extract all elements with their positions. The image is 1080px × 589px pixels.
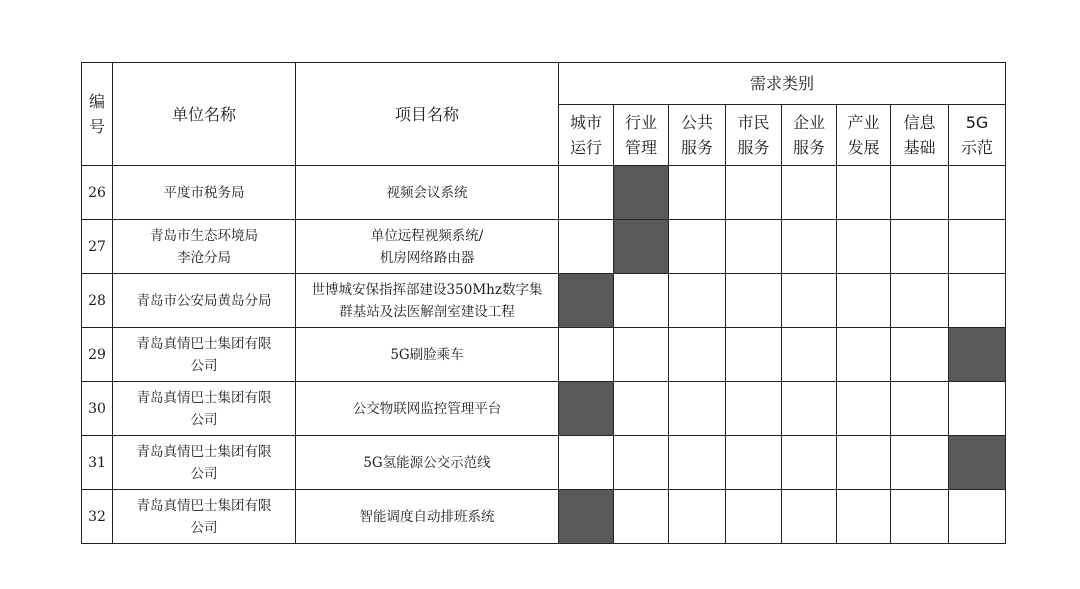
category-label-line2: 管理 bbox=[624, 138, 657, 157]
demand-category-header: 需求类别 bbox=[559, 63, 1006, 105]
category-cell bbox=[782, 166, 837, 220]
category-cell bbox=[949, 220, 1006, 274]
project-name-cell-line: 公交物联网监控管理平台 bbox=[352, 400, 502, 417]
category-cell bbox=[891, 382, 949, 436]
category-cell bbox=[949, 274, 1006, 328]
project-name-cell-line: 5G刷脸乘车 bbox=[390, 346, 464, 363]
project-name-cell-line: 群基站及法医解剖室建设工程 bbox=[339, 303, 515, 320]
category-header-5 bbox=[837, 105, 891, 166]
category-cell-marked bbox=[949, 436, 1006, 490]
row-number: 26 bbox=[82, 166, 113, 220]
row-number: 31 bbox=[82, 436, 113, 490]
project-name-cell bbox=[296, 166, 559, 220]
category-cell-marked bbox=[614, 220, 669, 274]
category-cell bbox=[891, 490, 949, 544]
project-name-cell-line: 机房网络路由器 bbox=[379, 249, 475, 266]
category-header-4 bbox=[782, 105, 837, 166]
category-header-2 bbox=[669, 105, 726, 166]
row-number: 27 bbox=[82, 220, 113, 274]
unit-name-cell-line: 公司 bbox=[190, 465, 218, 482]
category-cell bbox=[614, 274, 669, 328]
table-row bbox=[82, 436, 1006, 490]
number-header-char2: 号 bbox=[88, 117, 105, 136]
category-header-0 bbox=[559, 105, 614, 166]
category-cell bbox=[782, 220, 837, 274]
category-cell-marked bbox=[559, 382, 614, 436]
unit-name-cell bbox=[113, 328, 296, 382]
category-label-line2: 基础 bbox=[903, 138, 936, 157]
category-cell bbox=[669, 436, 726, 490]
category-cell bbox=[837, 220, 891, 274]
category-cell bbox=[726, 328, 782, 382]
unit-name-cell-line: 公司 bbox=[190, 519, 218, 536]
category-cell bbox=[837, 382, 891, 436]
unit-name-cell-line: 青岛市公安局黄岛分局 bbox=[136, 292, 272, 309]
category-cell bbox=[559, 220, 614, 274]
demand-category-table bbox=[81, 62, 1006, 544]
unit-name-cell bbox=[113, 436, 296, 490]
category-label-line1: 信息 bbox=[903, 113, 936, 132]
category-cell bbox=[669, 328, 726, 382]
category-cell bbox=[726, 490, 782, 544]
number-header-char1: 编 bbox=[88, 92, 105, 111]
category-cell bbox=[837, 274, 891, 328]
row-number: 30 bbox=[82, 382, 113, 436]
category-cell-marked bbox=[614, 166, 669, 220]
category-cell-marked bbox=[559, 274, 614, 328]
category-cell bbox=[891, 328, 949, 382]
unit-name-header: 单位名称 bbox=[113, 63, 296, 166]
table-row bbox=[82, 382, 1006, 436]
table-row bbox=[82, 166, 1006, 220]
category-label-line1: 城市 bbox=[569, 113, 602, 132]
project-name-cell-line: 视频会议系统 bbox=[386, 184, 468, 201]
number-header bbox=[82, 63, 113, 166]
project-name-cell bbox=[296, 490, 559, 544]
category-cell bbox=[614, 490, 669, 544]
category-cell bbox=[726, 436, 782, 490]
category-header-1 bbox=[614, 105, 669, 166]
category-cell bbox=[837, 490, 891, 544]
unit-name-cell-line: 青岛真情巴士集团有限 bbox=[136, 335, 272, 352]
category-cell bbox=[614, 382, 669, 436]
unit-name-cell-line: 青岛真情巴士集团有限 bbox=[136, 497, 272, 514]
unit-name-cell-line: 平度市税务局 bbox=[163, 184, 245, 201]
category-label-line2: 运行 bbox=[569, 138, 602, 157]
category-cell bbox=[782, 274, 837, 328]
category-label-line2: 服务 bbox=[792, 138, 825, 157]
unit-name-cell-line: 公司 bbox=[190, 357, 218, 374]
category-cell bbox=[949, 490, 1006, 544]
category-cell bbox=[949, 166, 1006, 220]
category-cell bbox=[669, 382, 726, 436]
category-label-line1: 行业 bbox=[624, 113, 657, 132]
category-cell bbox=[837, 328, 891, 382]
project-name-cell bbox=[296, 328, 559, 382]
category-header-7 bbox=[949, 105, 1006, 166]
category-cell bbox=[726, 166, 782, 220]
category-cell bbox=[559, 328, 614, 382]
project-name-cell-line: 智能调度自动排班系统 bbox=[359, 508, 495, 525]
category-header-3 bbox=[726, 105, 782, 166]
table-row bbox=[82, 490, 1006, 544]
category-cell bbox=[782, 490, 837, 544]
unit-name-cell bbox=[113, 220, 296, 274]
project-name-cell-line: 5G氢能源公交示范线 bbox=[363, 454, 491, 471]
row-number: 32 bbox=[82, 490, 113, 544]
project-name-cell-line: 世博城安保指挥部建设350Mhz数字集 bbox=[311, 281, 543, 298]
row-number: 28 bbox=[82, 274, 113, 328]
category-cell bbox=[782, 382, 837, 436]
category-cell-marked bbox=[949, 328, 1006, 382]
category-header-6 bbox=[891, 105, 949, 166]
category-label-line2: 示范 bbox=[961, 138, 994, 157]
category-cell bbox=[669, 166, 726, 220]
table-row bbox=[82, 220, 1006, 274]
category-cell bbox=[669, 490, 726, 544]
category-cell bbox=[837, 166, 891, 220]
category-cell bbox=[891, 436, 949, 490]
category-label-line2: 发展 bbox=[847, 138, 880, 157]
category-cell bbox=[726, 382, 782, 436]
project-name-header: 项目名称 bbox=[296, 63, 559, 166]
category-label-line1: 5G bbox=[965, 113, 989, 132]
category-cell bbox=[559, 166, 614, 220]
category-cell bbox=[726, 220, 782, 274]
unit-name-cell bbox=[113, 166, 296, 220]
table-body bbox=[82, 166, 1006, 544]
category-label-line2: 服务 bbox=[737, 138, 770, 157]
category-cell bbox=[669, 274, 726, 328]
header-row bbox=[82, 63, 1006, 105]
unit-name-cell-line: 公司 bbox=[190, 411, 218, 428]
project-name-cell-line: 单位远程视频系统/ bbox=[370, 227, 484, 244]
category-cell-marked bbox=[559, 490, 614, 544]
category-cell bbox=[726, 274, 782, 328]
unit-name-cell-line: 青岛真情巴士集团有限 bbox=[136, 389, 272, 406]
category-cell bbox=[837, 436, 891, 490]
category-label-line1: 企业 bbox=[792, 113, 825, 132]
category-cell bbox=[782, 328, 837, 382]
table-row bbox=[82, 328, 1006, 382]
category-label-line1: 产业 bbox=[847, 113, 880, 132]
category-cell bbox=[614, 436, 669, 490]
category-cell bbox=[669, 220, 726, 274]
unit-name-cell-line: 青岛市生态环境局 bbox=[150, 227, 258, 244]
category-label-line1: 市民 bbox=[737, 113, 770, 132]
category-cell bbox=[891, 274, 949, 328]
unit-name-cell bbox=[113, 490, 296, 544]
category-cell bbox=[949, 382, 1006, 436]
unit-name-cell-line: 青岛真情巴士集团有限 bbox=[136, 443, 272, 460]
unit-name-cell bbox=[113, 274, 296, 328]
category-cell bbox=[559, 436, 614, 490]
unit-name-cell-line: 李沧分局 bbox=[177, 249, 231, 266]
project-name-cell bbox=[296, 436, 559, 490]
project-name-cell bbox=[296, 220, 559, 274]
category-cell bbox=[891, 220, 949, 274]
row-number: 29 bbox=[82, 328, 113, 382]
table-row bbox=[82, 274, 1006, 328]
unit-name-cell bbox=[113, 382, 296, 436]
category-label-line1: 公共 bbox=[680, 113, 713, 132]
category-cell bbox=[614, 328, 669, 382]
category-cell bbox=[891, 166, 949, 220]
category-label-line2: 服务 bbox=[680, 138, 713, 157]
project-name-cell bbox=[296, 382, 559, 436]
category-cell bbox=[782, 436, 837, 490]
project-name-cell bbox=[296, 274, 559, 328]
